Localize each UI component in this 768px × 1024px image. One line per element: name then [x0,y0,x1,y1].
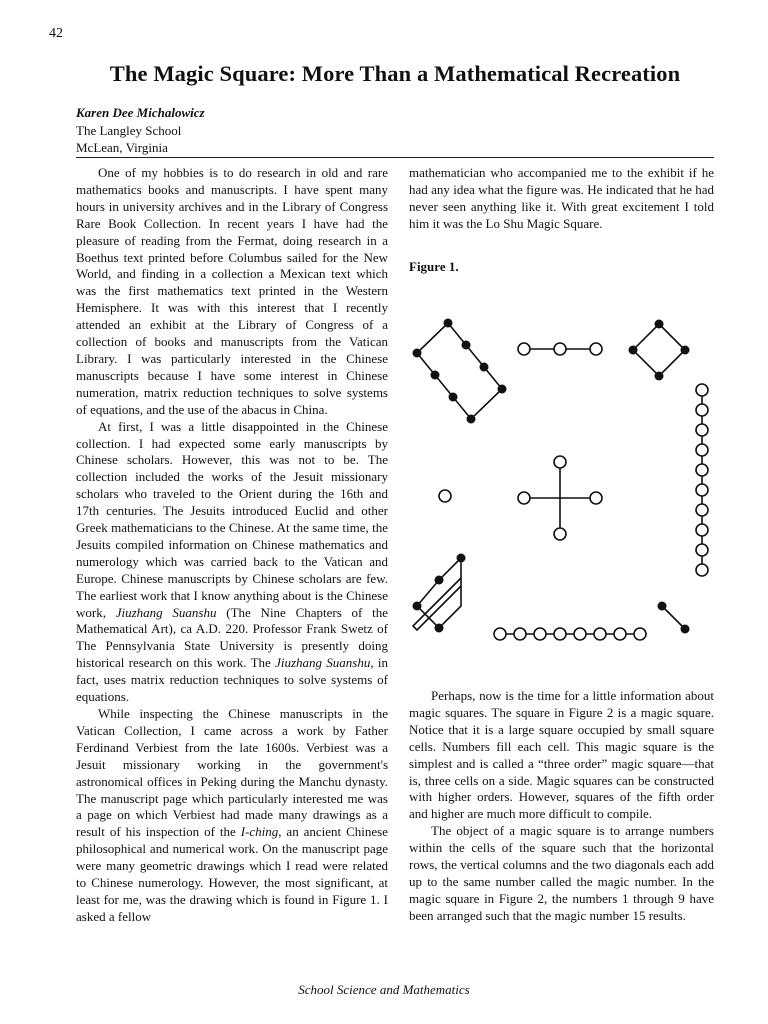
work-title: I-ching, [240,824,282,840]
work-title: Jiuzhang Suanshu [115,604,217,620]
paragraph-intro: One of my hobbies is to do research in old and rare mathematics books and manuscripts. I have spent many hours in university archives and in the Library of Congress Rare Book Collection. In recent years I have had the pleasure of reading from the Fermat, doing research in a Boethus text printed before Columbus sailed for the New World, and finding in a collection a Mexican text which was the first mathematics text printed in the Western Hemisphere. It was with this interest that I recently attended an exhibit at the Library of Congress of a collection of books and manuscripts from the Vatican Library. I was particularly interested in the Chinese manuscripts because I have some interest in Chinese numeration, matrix reduction techniques to solve systems of equations, and the use of the abacus in China. [76,165,388,417]
author-block [76,104,205,157]
paragraph-magic-number: The object of a magic square is to arrange numbers within the cells of the square such that the horizontal rows, the vertical columns and the two diagonals each add up to the same number called the magic number. In the magic square in Figure 2, the numbers 1 through 9 have been arranged such that the magic number 15 results. [409,823,714,923]
figure-label: Figure 1. [409,259,459,274]
paragraph-verbiest: While inspecting the Chinese manuscripts in the Vatican Collection, I came across a work by Father Ferdinand Verbiest from the late 1600s. Verbiest was a Jesuit missionary working in the government's astronomical offices in Peking during the Manchu dynasty. The manuscript page which particularly interested me was a page on which Verbiest had made many drawings as a result of his inspection of the I-ching, an ancient Chinese philosophical and numerical work. On the manuscript page were many geometric drawings which I read were related to Chinese numerology. However, the most significant, at least for me, was the drawing which is found in Figure 1. I asked a fellow [76,706,388,924]
six-dots-group [417,323,502,419]
article-title: The Magic Square: More Than a Mathematical Recreation [109,61,681,86]
work-title: Jiuzhang Suanshu, [275,655,374,671]
right-column-top [409,165,714,233]
author-location: McLean, Virginia [76,140,168,155]
paragraph-magic-squares: Perhaps, now is the time for a little information about magic squares. The square in Figure 2 is a magic square. Notice that it is a large square occupied by small square cells. Numbers fill each cell. This magic square is the simplest and is called a “three order” magic square—that is, three cells on a side. Magic squares can be constructed with higher orders. However, squares of the fifth order and higher are much more difficult to compile. [409,688,714,822]
lo-shu-figure [400,300,730,650]
author-name: Karen Dee Michalowicz [76,105,205,120]
journal-footer: School Science and Mathematics [298,982,470,997]
page-number: 42 [49,26,63,41]
paragraph-collection: At first, I was a little disappointed in the Chinese collection. I had expected some early manuscripts by Chinese scholars. However, this was not to be. The collection included the works of the Jesuit missionary scholars who traveled to the Orient during the 16th and 17th centuries. The Jesuits introduced Euclid and other Greek mathematicians to the Chinese. At the same time, the Jesuits compiled information on Chinese mathematics and numerology which was carried back to the Vatican and Europe. Chinese manuscripts by Chinese scholars are few. The earliest work that I know anything about is the Chinese work, Jiuzhang Suanshu (The Nine Chapters of the Mathematical Art), ca A.D. 220. Professor Frank Swetz of The Pennsylvania State University is presently doing historical research on this work. The Jiuzhang Suanshu, in fact, uses matrix reduction techniques to solve systems of equations. [76,418,389,705]
open-dots [439,343,708,640]
paragraph-continuation: mathematician who accompanied me to the exhibit if he had any idea what the figure was. He indicated that he had never seen anything like it. With great excitement I told him it was the Lo Shu Magic Square. [409,165,714,231]
right-column-bottom [409,688,714,925]
header-rule [76,157,714,158]
author-affiliation: The Langley School [76,122,182,138]
left-column [76,165,388,926]
